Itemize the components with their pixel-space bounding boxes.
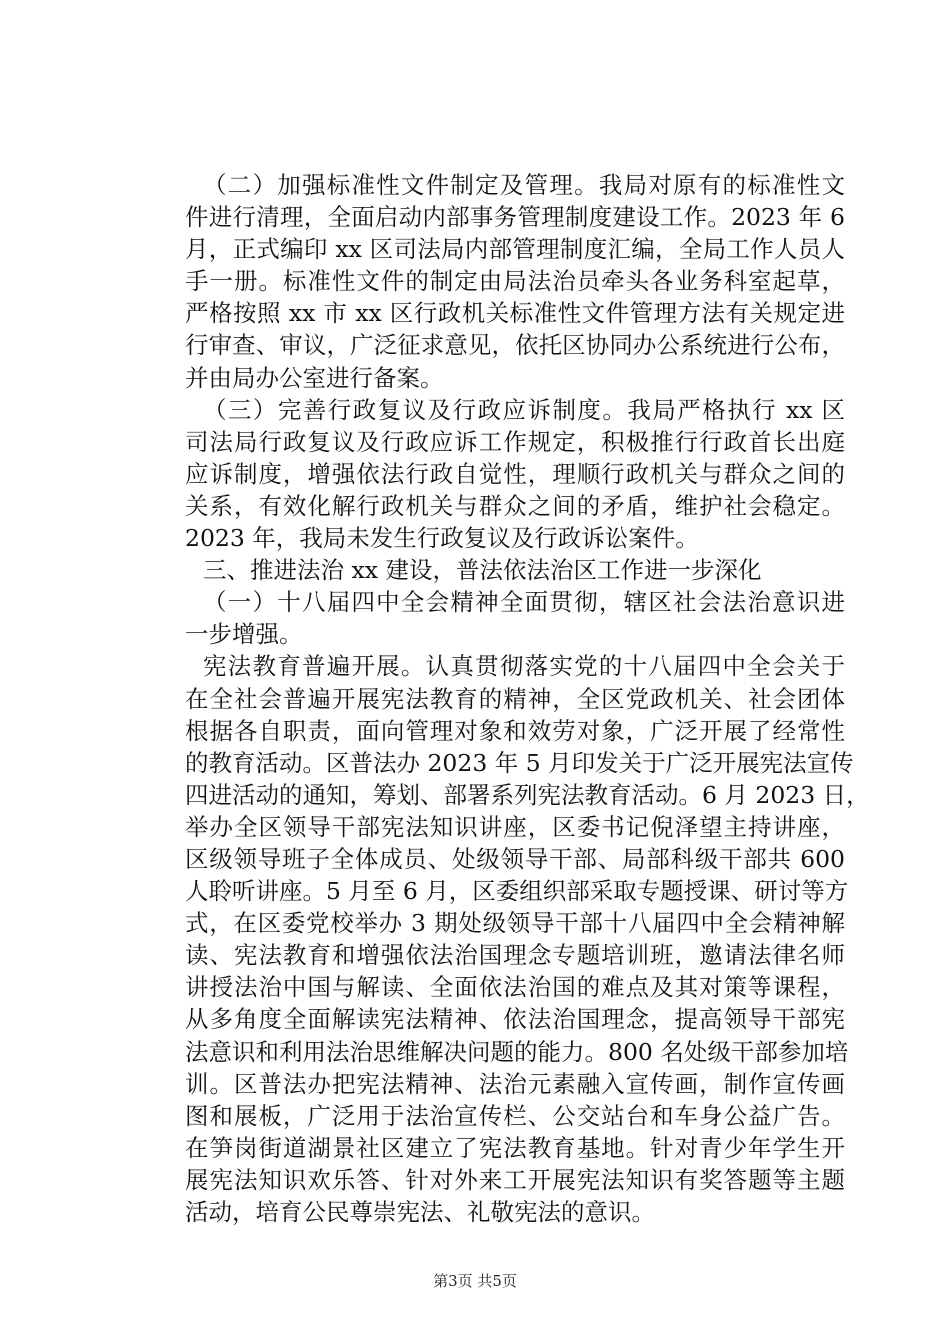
text-line: 2023 年，我局未发生行政复议及行政诉讼案件。 xyxy=(185,524,699,553)
text-line: 举办全区领导干部宪法知识讲座，区委书记倪泽望主持讲座， xyxy=(185,812,845,841)
text-line: 行审查、审议，广泛征求意见，依托区协同办公系统进行公布， xyxy=(185,331,845,360)
text-line: 司法局行政复议及行政应诉工作规定，积极推行行政首长出庭 xyxy=(185,427,845,456)
text-line: （二）加强标准性文件制定及管理。我局对原有的标准性文 xyxy=(203,171,845,199)
text-line: 区级领导班子全体成员、处级领导干部、局部科级干部共 600 xyxy=(185,844,845,873)
text-line: 件进行清理，全面启动内部事务管理制度建设工作。2023 年 6 xyxy=(185,203,845,232)
text-line: 并由局办公室进行备案。 xyxy=(185,363,444,392)
text-line: 式，在区委党校举办 3 期处级领导干部十八届四中全会精神解 xyxy=(185,909,845,938)
document-body xyxy=(185,169,870,1228)
text-line: 月，正式编印 xx 区司法局内部管理制度汇编，全局工作人员人 xyxy=(185,235,845,264)
text-line: 关系，有效化解行政机关与群众之间的矛盾，维护社会稳定。 xyxy=(185,491,845,520)
text-line: （一）十八届四中全会精神全面贯彻，辖区社会法治意识进 xyxy=(203,588,845,617)
text-line: 三、推进法治 xx 建设，普法依法治区工作进一步深化 xyxy=(203,556,762,585)
text-line: 的教育活动。区普法办 2023 年 5 月印发关于广泛开展宪法宣传 xyxy=(185,748,854,777)
text-line: 图和展板，广泛用于法治宣传栏、公交站台和车身公益广告。 xyxy=(185,1101,845,1130)
text-line: 法意识和利用法治思维解决问题的能力。800 名处级干部参加培 xyxy=(185,1037,849,1066)
text-line: 活动，培育公民尊崇宪法、礼敬宪法的意识。 xyxy=(185,1198,655,1226)
text-line: 在笋岗街道湖景社区建立了宪法教育基地。针对青少年学生开 xyxy=(185,1133,845,1162)
paragraph xyxy=(185,554,845,586)
text-line: 训。区普法办把宪法精神、法治元素融入宣传画，制作宣传画 xyxy=(185,1069,845,1098)
text-line: 严格按照 xx 市 xx 区行政机关标准性文件管理方法有关规定进 xyxy=(185,299,845,328)
paragraph xyxy=(185,650,870,1228)
text-line: 讲授法治中国与解读、全面依法治国的难点及其对策等课程， xyxy=(185,973,845,1002)
text-line: 从多角度全面解读宪法精神、依法治国理念，提高领导干部宪 xyxy=(185,1005,845,1034)
text-line: 读、宪法教育和增强依法治国理念专题培训班，邀请法律名师 xyxy=(185,941,845,970)
text-line: 四进活动的通知，筹划、部署系列宪法教育活动。6 月 2023 日， xyxy=(185,780,870,809)
text-line: 一步增强。 xyxy=(185,620,303,649)
page-footer: 第3页 共5页 xyxy=(433,1272,517,1290)
text-line: 人聆听讲座。5 月至 6 月，区委组织部采取专题授课、研讨等方 xyxy=(185,877,849,906)
text-line: （三）完善行政复议及行政应诉制度。我局严格执行 xx 区 xyxy=(203,395,845,424)
text-line: 展宪法知识欢乐答、针对外来工开展宪法知识有奖答题等主题 xyxy=(185,1165,845,1194)
paragraph xyxy=(185,394,845,554)
text-line: 根据各自职责，面向管理对象和效劳对象，广泛开展了经常性 xyxy=(185,716,845,745)
text-line: 手一册。标准性文件的制定由局法治员牵头各业务科室起草， xyxy=(185,267,845,296)
text-line: 宪法教育普遍开展。认真贯彻落实党的十八届四中全会关于 xyxy=(203,652,845,681)
text-line: 在全社会普遍开展宪法教育的精神，全区党政机关、社会团体 xyxy=(185,684,845,713)
text-line: 应诉制度，增强依法行政自觉性，理顺行政机关与群众之间的 xyxy=(185,459,845,488)
paragraph xyxy=(185,586,845,650)
paragraph xyxy=(185,169,845,394)
